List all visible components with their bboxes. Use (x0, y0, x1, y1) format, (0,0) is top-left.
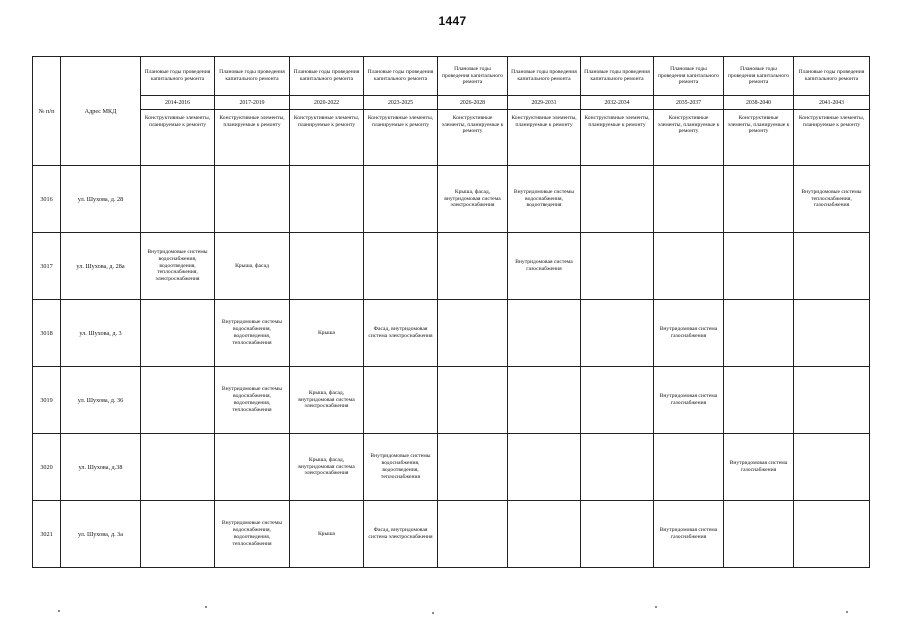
repair-elements-cell (438, 501, 508, 568)
repair-elements-cell (794, 501, 870, 568)
repair-elements-cell (654, 434, 724, 501)
repair-elements-cell (364, 166, 438, 233)
repair-elements-cell (581, 166, 654, 233)
repair-elements-cell (141, 300, 215, 367)
period-header-3: 2023-2025 (364, 96, 438, 110)
capital-repair-plan-table (32, 56, 870, 568)
repair-elements-cell: Внутридомовая система газоснабжения (654, 300, 724, 367)
repair-elements-cell (508, 501, 581, 568)
repair-elements-cell (364, 233, 438, 300)
repair-elements-cell (794, 367, 870, 434)
elements-header: Конструктивные элементы, планируемые к ремонту (654, 110, 724, 166)
repair-elements-cell (724, 166, 794, 233)
repair-elements-cell (794, 233, 870, 300)
repair-elements-cell: Внутридомовая система газоснабжения (508, 233, 581, 300)
repair-elements-cell (581, 501, 654, 568)
period-header-0: 2014-2016 (141, 96, 215, 110)
repair-elements-cell: Крыша (290, 300, 364, 367)
elements-header: Конструктивные элементы, планируемые к ремонту (364, 110, 438, 166)
repair-elements-cell (724, 501, 794, 568)
repair-elements-cell: Крыша (290, 501, 364, 568)
repair-elements-cell: Крыша, фасад, внутридомовая система электроснабжения (290, 367, 364, 434)
repair-elements-cell: Внутридомовые системы водоснабжения, водоотведения, теплоснабжения (364, 434, 438, 501)
period-header-4: 2026-2028 (438, 96, 508, 110)
repair-elements-cell (215, 166, 290, 233)
table-row (33, 233, 870, 300)
plan-years-header: Плановые годы проведения капитального ремонта (581, 57, 654, 96)
address-column-header: Адрес МКД (61, 57, 141, 166)
header-row-plan (33, 57, 870, 96)
elements-header: Конструктивные элементы, планируемые к ремонту (794, 110, 870, 166)
repair-elements-cell (438, 434, 508, 501)
repair-elements-cell: Крыша, фасад, внутридомовая система электроснабжения (290, 434, 364, 501)
repair-elements-cell: Крыша, фасад, внутридомовая система электроснабжения (438, 166, 508, 233)
repair-elements-cell: Внутридомовые системы водоснабжения, водоотведения (508, 166, 581, 233)
elements-header: Конструктивные элементы, планируемые к ремонту (438, 110, 508, 166)
repair-elements-cell (290, 166, 364, 233)
plan-years-header: Плановые годы проведения капитального ремонта (290, 57, 364, 96)
row-number: 3017 (33, 233, 61, 300)
period-header-7: 2035-2037 (654, 96, 724, 110)
address-cell: ул. Шухова, д. 28а (61, 233, 141, 300)
repair-elements-cell: Внутридомовые системы водоснабжения, водоотведения, теплоснабжения (215, 367, 290, 434)
repair-elements-cell (508, 300, 581, 367)
repair-elements-cell (508, 367, 581, 434)
repair-elements-cell (141, 434, 215, 501)
elements-header: Конструктивные элементы, планируемые к ремонту (508, 110, 581, 166)
table-body (33, 166, 870, 568)
repair-elements-cell (141, 501, 215, 568)
repair-elements-cell (581, 434, 654, 501)
period-header-9: 2041-2043 (794, 96, 870, 110)
period-header-1: 2017-2019 (215, 96, 290, 110)
repair-elements-cell (724, 367, 794, 434)
row-number: 3019 (33, 367, 61, 434)
repair-elements-cell: Фасад, внутридомовая система электроснабжения (364, 300, 438, 367)
period-header-2: 2020-2022 (290, 96, 364, 110)
repair-elements-cell: Фасад, внутридомовая система электроснабжения (364, 501, 438, 568)
row-number: 3021 (33, 501, 61, 568)
repair-elements-cell: Внутридомовые системы водоснабжения, водоотведения, теплоснабжения (215, 501, 290, 568)
table-row (33, 434, 870, 501)
num-column-header: № п/п (33, 57, 61, 166)
repair-elements-cell (141, 166, 215, 233)
period-header-5: 2029-2031 (508, 96, 581, 110)
row-number: 3018 (33, 300, 61, 367)
repair-elements-cell: Внутридомовые системы водоснабжения, водоотведения, теплоснабжения, электроснабжения (141, 233, 215, 300)
repair-elements-cell (581, 233, 654, 300)
header-row-elements (33, 110, 870, 166)
repair-elements-cell (724, 233, 794, 300)
elements-header: Конструктивные элементы, планируемые к ремонту (724, 110, 794, 166)
address-cell: ул. Шухова, д.38 (61, 434, 141, 501)
row-number: 3020 (33, 434, 61, 501)
repair-elements-cell (141, 367, 215, 434)
repair-elements-cell: Внутридомовые системы водоснабжения, водоотведения, теплоснабжения (215, 300, 290, 367)
repair-elements-cell: Крыша, фасад (215, 233, 290, 300)
plan-years-header: Плановые годы проведения капитального ремонта (141, 57, 215, 96)
period-header-8: 2038-2040 (724, 96, 794, 110)
repair-elements-cell (794, 434, 870, 501)
plan-years-header: Плановые годы проведения капитального ремонта (794, 57, 870, 96)
repair-elements-cell (794, 300, 870, 367)
repair-elements-cell (581, 367, 654, 434)
elements-header: Конструктивные элементы, планируемые к ремонту (581, 110, 654, 166)
repair-elements-cell (438, 300, 508, 367)
repair-elements-cell (724, 300, 794, 367)
repair-elements-cell: Внутридомовая система газоснабжения (724, 434, 794, 501)
page-number: 1447 (438, 14, 467, 28)
repair-elements-cell: Внутридомовая система газоснабжения (654, 367, 724, 434)
address-cell: ул. Шухова, д. 3 (61, 300, 141, 367)
plan-years-header: Плановые годы проведения капитального ремонта (508, 57, 581, 96)
repair-elements-cell: Внутридомовая система газоснабжения (654, 501, 724, 568)
repair-elements-cell (364, 367, 438, 434)
repair-elements-cell (438, 367, 508, 434)
repair-elements-cell (438, 233, 508, 300)
period-header-6: 2032-2034 (581, 96, 654, 110)
address-cell: ул. Шухова, д. 3а (61, 501, 141, 568)
table-row (33, 367, 870, 434)
table-row (33, 166, 870, 233)
table-row (33, 501, 870, 568)
header-row-years (33, 96, 870, 110)
repair-elements-cell (654, 166, 724, 233)
repair-elements-cell (581, 300, 654, 367)
plan-years-header: Плановые годы проведения капитального ремонта (215, 57, 290, 96)
elements-header: Конструктивные элементы, планируемые к ремонту (215, 110, 290, 166)
repair-elements-cell (508, 434, 581, 501)
elements-header: Конструктивные элементы, планируемые к ремонту (290, 110, 364, 166)
row-number: 3016 (33, 166, 61, 233)
plan-years-header: Плановые годы проведения капитального ремонта (364, 57, 438, 96)
plan-years-header: Плановые годы проведения капитального ремонта (654, 57, 724, 96)
repair-elements-cell (654, 233, 724, 300)
repair-elements-cell: Внутридомовые системы теплоснабжения, газоснабжения (794, 166, 870, 233)
repair-elements-cell (215, 434, 290, 501)
plan-years-header: Плановые годы проведения капитального ремонта (724, 57, 794, 96)
table-row (33, 300, 870, 367)
address-cell: ул. Шухова, д. 36 (61, 367, 141, 434)
plan-years-header: Плановые годы проведения капитального ремонта (438, 57, 508, 96)
repair-elements-cell (290, 233, 364, 300)
elements-header: Конструктивные элементы, планируемые к ремонту (141, 110, 215, 166)
address-cell: ул. Шухова, д. 28 (61, 166, 141, 233)
